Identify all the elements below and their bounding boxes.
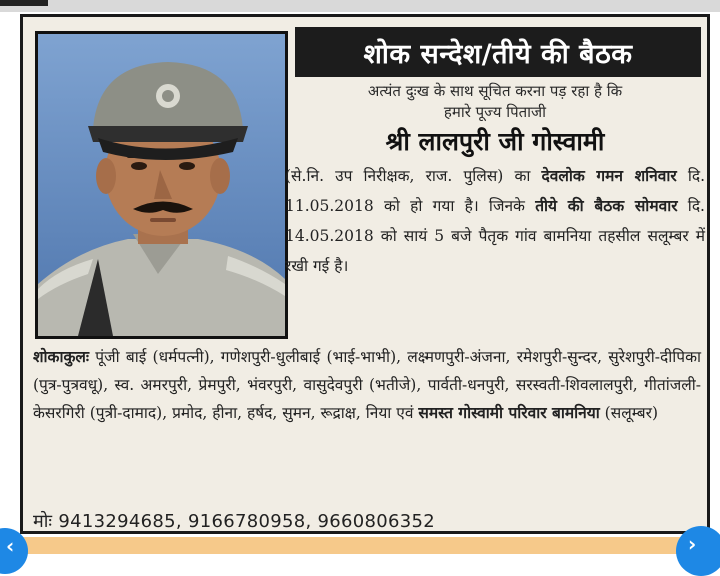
obituary-notice: [20, 14, 710, 534]
top-strip: [0, 0, 720, 12]
contact-phones: मोः 9413294685, 9166780958, 9660806352: [33, 511, 436, 532]
next-button[interactable]: [676, 526, 720, 576]
portrait-illustration: [38, 34, 285, 336]
announcement-block: [285, 81, 705, 281]
mourners-part-1: पूंजी बाई (धर्मपत्नी), गणेशपुरी-धुलीबाई (भाई-भाभी), लक्ष्मणपुरी-अंजना, रमेशपुरी-सुन्दर, सुरेशपुरी-दीपिका (पुत्र-पुत्रवधू), स्व. अमरपुरी, प्रेमपुरी, भंवरपुरी, वासुदेवपुरी (भतीजे), पार्वती-धनपुरी, सरस्वती-शिवलालपुरी, गीतांजली-केसरगिरी (पुत्री-दामाद), प्रमोद, हीना, हर्षद, सुमन, रूद्राक्ष, निया एवं: [33, 348, 701, 422]
deceased-name: श्री लालपुरी जी गोस्वामी: [385, 127, 605, 156]
mourners-label: शोकाकुलः: [33, 348, 90, 366]
portrait-photo: [35, 31, 288, 339]
mourners-bold: समस्त गोस्वामी परिवार बामनिया: [418, 404, 600, 422]
previous-button[interactable]: [0, 528, 28, 574]
announcement-text: [285, 161, 705, 281]
desc-part-1: (से.नि. उप निरीक्षक, राज. पुलिस) का: [285, 167, 542, 185]
top-strip-dark: [0, 0, 48, 6]
intro-line-1: अत्यंत दुःख के साथ सूचित करना पड़ रहा है कि: [367, 82, 623, 100]
notice-title: शोक सन्देश/तीये की बैठक: [295, 27, 701, 77]
desc-part-2: दि. 11.05.2018 को हो गया है। जिनके: [285, 167, 706, 215]
mourners-list: [33, 343, 701, 427]
desc-part-3: दि. 14.05.2018 को सायं 5 बजे पैतृक गांव बामनिया तहसील सलूम्बर में रखी गई है।: [285, 197, 705, 275]
desc-bold-2: तीये की बैठक सोमवार: [535, 197, 678, 215]
bottom-band: [0, 537, 720, 554]
chevron-left-icon: ‹: [6, 534, 15, 558]
chevron-right-icon: ›: [688, 532, 697, 556]
desc-bold-1: देवलोक गमन शनिवार: [541, 167, 677, 185]
intro-line-2: हमारे पूज्य पिताजी: [443, 103, 547, 121]
mourners-part-2: (सलूम्बर): [599, 404, 658, 422]
